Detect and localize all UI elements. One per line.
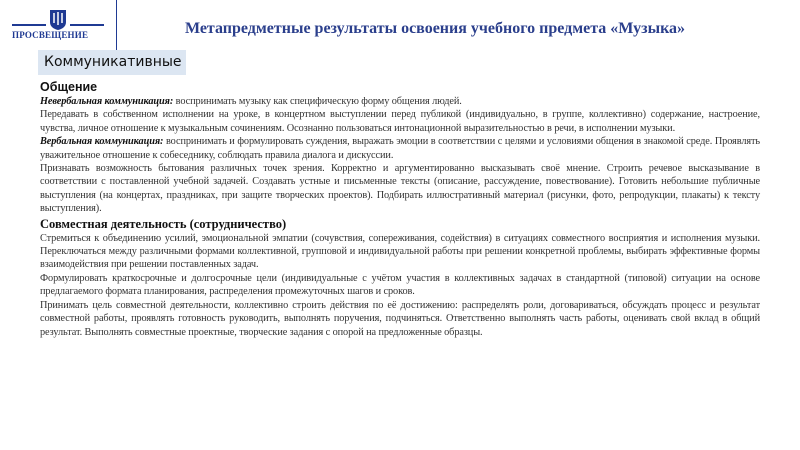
section-heading-communication: Общение bbox=[40, 80, 98, 94]
paragraph: Формулировать краткосрочные и долгосрочные цели (индивидуальные с учётом участия в коллективных задачах в стандартной (типовой) ситуации на основе предлагаемого формата планирования, распределения промежуточных шагов и сроков. bbox=[40, 272, 760, 298]
paragraph bbox=[40, 95, 760, 108]
paragraph bbox=[40, 135, 760, 162]
paragraph-text: воспринимать и формулировать суждения, выражать эмоции в соответствии с целями и условиями общения в знакомой среде. Проявлять уважительное отношение к собеседнику, соблюдать правила диалога и дискуссии. bbox=[40, 136, 760, 161]
header-divider bbox=[116, 0, 117, 52]
paragraph: Признавать возможность бытования различных точек зрения. Корректно и аргументированно высказывать своё мнение. Строить речевое высказывание в соответствии с поставленной учебной задачей. Создавать устные и письменные тексты (описание, рассуждение, повествование). Готовить небольшие публичные выступления (на концертах, праздниках, при защите творческих проектов). Подбирать иллюстративный материал (рисунки, фото, репродукции, плакаты) к тексту выступления). bbox=[40, 163, 760, 215]
paragraph-lead: Невербальная коммуникация: bbox=[40, 96, 174, 107]
publisher-logo bbox=[12, 6, 104, 46]
category-badge: Коммуникативные bbox=[38, 50, 186, 75]
paragraph: Принимать цель совместной деятельности, коллективно строить действия по её достижению: распределять роли, договариваться, обсуждать процесс и результат совместной работы, проявлять готовность руководить, выполнять поручения, подчиняться. Ответственно выполнять часть работы, оценивать свой вклад в общий результат. Выполнять совместные проектные, творческие задания с опорой на предложенные образцы. bbox=[40, 299, 760, 338]
slide-content bbox=[40, 80, 760, 339]
paragraph: Стремиться к объединению усилий, эмоциональной эмпатии (сочувствия, сопереживания, содействия) в ситуациях совместного восприятия и исполнения музыки. Переключаться между различными формами коллективной, групповой и индивидуальной работы при решении конкретной проблемы, выбирать эффективные формы взаимодействия при решении поставленных задач. bbox=[40, 232, 760, 271]
paragraph-text: воспринимать музыку как специфическую форму общения людей. bbox=[173, 96, 462, 107]
logo-text: ПРОСВЕЩЕНИЕ bbox=[12, 30, 89, 40]
paragraph-lead: Вербальная коммуникация: bbox=[40, 136, 164, 148]
page-title: Метапредметные результаты освоения учебного предмета «Музыка» bbox=[184, 20, 686, 37]
section-heading-cooperation: Совместная деятельность (сотрудничество) bbox=[40, 216, 287, 231]
paragraph: Передавать в собственном исполнении на уроке, в концертном выступлении перед публикой (индивидуально, в группе, коллективно) содержание, настроение, чувства, личное отношение к музыкальным сочинениям. Осознанно пользоваться интонационной выразительностью в речи, в исполнении музыки. bbox=[40, 109, 760, 134]
